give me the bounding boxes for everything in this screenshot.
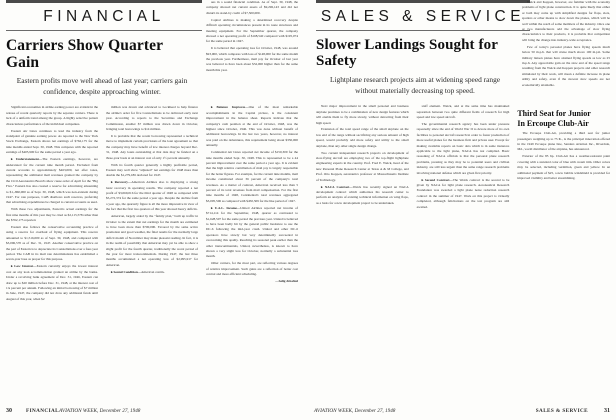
right-page [308,0,616,420]
paragraph: The governmental research agency has been under pressure repeatedly since the end of World War II to devote more of its own facilities to personal aircraft research in order to foster production of more useful planes for the business firm and private user. Except for making available reports on basic data which is in some instances applicable to the light plane, NACA has not complied. Basic reasoning of NACA officials is that the personal plane research problems, pressing as they may be to potential users and civilian industry, are still less urgent than the same range research problems involving national defense which are given first priority. [416,122,510,175]
square-bullet-icon: ▸ [11,264,15,269]
paragraph: ▸ Balance Improves—One of the most remarkable accomplishments in the Capital picture, is the consistent improvement in the balance sheet. Reports indicate that the company's cash position at the end of October, 1948, was the highest since October, 1946. This was done without benefit of additional borrowings. In the last two years, however, no interest was paid on the debentures, this requirement being about $330,000 annually. [206,105,299,148]
paragraph: Next major improvement in the small personal and business airplane promises to be a combination of new design features which will enable them to fly more slowly, without detracting from their high speed. [316,104,409,125]
right-masthead [316,0,530,31]
paragraph: Weick and Koppen, however, are familiar with the economy problems of light plane construction. It is quite likely that either or both may come up with simplified designs for flaps, slots, spoilers or other means to slow down the planes, which will be well within the reach of some members of the industry. Once one or two manufacturers add the advantage of slow flying characteristics to their products, it is probable that competition will bring the change into industry-wide acceptance. [522,0,610,42]
left-folio-number: 30 [6,408,12,414]
paragraph: ▸ NACA Contract—Weick has recently signed an NACA development contract which authorizes his research center to perform an analysis of existing technical information on wing flaps, as a basis for a new development project to be undertaken. [316,184,409,205]
paragraph: It is believed that operating loss for October, 1948, was around $93,000, which compares with loss of $148,000 for the same month the previous year. Furthermore, mail pay for October of last year was believed to have been about $52,000 higher than for the same month this year. [206,46,298,72]
paragraph: Two current independent research projects on development of slow-flying aircraft are employing two of the top-flight lightplane engineering experts in the country. Prof. Fred E. Weick, head of the new Personal Plane Research Center at Texas A & M College, and Prof. Otto Koppen, aeronautics professor at Massachusetts Institute of Technology. [316,150,409,182]
right-column-1 [316,104,409,211]
left-column-3-top [206,0,298,103]
paragraph: million was drawn and advanced to Lockheed to help finance the airline's order for five Constellations to be delivered early next year. According to reports to the Securities and Exchange Commission, another $7 million was drawn down in October, bringing total borrowings to $14 million. [106,105,198,132]
subhead-line-2: In Ercoupe Club-Air [517,118,589,128]
subhead-line-1: Third Seat for Junior [517,109,591,119]
right-footer-department: SALES & SERVICE [535,408,588,414]
paragraph: Eastern Air Lines continues to lead the industry from the standpoint of genuine earning power. As reported to the New York Stock Exchange, Eastern shows net earnings of $762,175 for the nine months ended Sept. 30, 1948. This compares with the reported earnings of $405,900 for the same period a year ago. [6,128,98,155]
square-bullet-icon: ▸ [321,184,325,189]
square-bullet-icon: ▸ [211,105,217,110]
square-bullet-icon: ▸ [11,157,16,162]
left-footer-department: FINANCIAL [26,408,59,414]
paragraph: ▸ Understatement—The Eastern earnings, however, are understated for the current nine month period. Excluded from current accounts is approximately $463,000, net after taxes, representing the additional mail revenues granted the company by the Civil Aeronautics Board's show cause order of April for the "Big Five." Eastern has also created a reserve for advertising amounting to $1,-860,000 as of Sept. 30, 1948, which was non-existent during 1947. For rate purposes, CAB disallows such reserves, preferring that advertising expenditures be charged to current accounts as used. [6,157,98,205]
masthead-rule-bottom [6,30,202,31]
run-in-lead: Low Interest— [14,264,37,269]
square-bullet-icon: ▸ [111,180,115,185]
left-column-1 [6,105,98,303]
run-in-lead: U.A.L. Income— [214,205,241,210]
left-footer-issue: AVIATION WEEK, December 27, 1948 [59,408,141,414]
left-article-headline: Carriers Show Quarter Gain [6,36,163,71]
paragraph: Capital Airlines is making a determined recovery despite difficult operating circumstances present in its route structures and meeting equipment. For the September quarter, the company showed a net operating profit of $168,540 compared with $195,074 for the same period in 1947. [206,17,298,44]
paragraph: ▸ U.A.L. Income—United Airlines reported net income of $714,114 for the September, 1948, quarter as contrasted to $1,628,507 for the same period the previous year. United is believed to have been badly hit by the general public hesitance to use the DC-6 following the mid-year crash. United and other DC-6 operators have slowly but very determinedly succeeded in overcoming this apathy. Reaching its seasonal peak earlier than the other transcontinentals, United, nevertheless, is known to have shown a very slight loss for October, normally a substantial loss month. [206,205,298,259]
right-article-headline: Slower Landings Sought for Safety [316,36,498,70]
article-byline: —Selig Altschul [275,279,298,284]
paragraph: Exterior of the 85 hp. Club-Air has a weather-resistant paint covering with a standard color of blue with cream trim. Other colors may be selected, including vermilion, green and yellow. In an additional payment of $25, a new bubble windshield is provided for improved visibility and better streamlining. [517,154,611,180]
masthead-rule-bottom [316,30,530,31]
right-page-head-block [316,0,610,102]
right-masthead-zone [316,0,526,102]
run-in-lead: Understatement— [15,157,43,162]
square-bullet-icon: ▸ [211,205,215,210]
paragraph: With its fourth quarter generally a highly profitable period, Eastern may well show "adjusted" net earnings for 1948 more than double the $1,279,186 declared for 1947. [106,162,198,178]
left-masthead [6,0,202,31]
square-bullet-icon: ▸ [421,177,425,182]
right-footer-issue: AVIATION WEEK, December 27, 1948 [314,408,396,414]
left-masthead-zone [6,0,198,103]
paragraph: With these two adjustments, Eastern's actual earnings for the first nine months of this year may be cited as $2,115,578 rather than the $762,175 reported. [6,207,98,223]
left-page-body [6,105,300,303]
square-bullet-icon: ▸ [111,269,114,274]
left-page-footer [0,408,308,414]
paragraph: ues in a sound financial condition. As of Sept. 30, 1948, the company showed net current assets of $9,296,143 and did not disturb its stand-by credit of $7,500,000. [206,0,298,15]
paragraph: ▸ Recovery—American Airlines also is displaying a strong basic recovery in operating results. The company reported a net profit of $3,069,016 for the third quarter of 1948 as compared with $5,272,374 for the same period a year ago. Despite the decline from a year ago, the quarterly figure is all the more impressive in view of the fact that the first two quarters of this year showed heavy deficits. [106,180,199,212]
paragraph: American, largely aided by the "family plan," built up traffic in October to the extent that net earnings for the month are estimated to have been more than $700,000. Favored by the same active promotion and good weather, the final results for the normally large deficit month of November may make pleasant reading. In fact, it is in the realm of possibility that American may yet be able to show a slight profit for the fourth quarter, traditionally the worst period of the year for most transcontinentals. During 1947, the last three months accumulated a net operating loss of $2,995,917 for American. [106,214,198,267]
right-department-title: SALES & SERVICE [320,8,526,25]
right-column-3-bottom [517,104,610,211]
right-page-footer [308,408,616,414]
paragraph: Continental Air Lines reported net income of $150,309 for the nine months ended Sept. 30, 1948. This is represented to be a 44 percent improvement over the same period a year ago. It is evident that the high relative contribution of mail pay is largely responsible for the better figures. For example, for the current nine months, mail income constituted about 36 percent of the company's total revenues. As a matter of contrast, American received less than 5 percent of its total revenues from mail compensation. For the first nine months of 1948, Continental's total revenues aggregated $3,005,506 as compared with $450,509 for the like period of 1947. [206,150,298,203]
paragraph: Eastern also follows the conservative accounting practice of using a reserve for overhaul of flying equipment. This reserve amounted to $1,516,000 as of Sept. 30, 1948, and compared with $3,096,570 as of Dec. 31, 1947. Another conservative practice on the part of Eastern is to depreciate its Constellations over a four-year period. The CAB in its mail rate determinations has established a seven-year base as proper for this purpose. [6,224,98,262]
run-in-lead: Sound Condition— [113,269,142,274]
paragraph: The Ercoupe Club-Air, providing a third seat for junior passengers weighing up to 75 lb., is the principal innovation offered in the 1949 Ercoupe plane line, Sanders Aviation Inc., Riverdale, Md., world distributor of the airplane, has announced. [517,131,611,152]
paragraph: ▸ Second Contract—The Weick contract is the second to be given by NACA for light plane research. Aeronautical Research Foundation was awarded a light plane noise reduction research contract in the summer of 1947. Work on this project is virtually completed, although felicitations on the test program are still awaited. [416,177,510,209]
paragraph: Significant economies in airline earning power are evident in the release of recent quarterly reports by the separate carriers. There is lack of a uniform trend among the group. A highly selective pattern characterizes performance of the individual companies. [6,105,98,126]
left-page-head-block [6,0,300,103]
run-in-lead: Second Contract— [424,177,453,182]
paragraph: Other carriers, for the most part, are reflecting various degrees of relative improvement. Such gains are a reflection of better cost control and more efficient scheduling. [206,261,298,277]
left-column-2 [106,105,198,303]
right-column-3-top [522,0,610,102]
left-article-deck: Eastern profits move well ahead of last year; carriers gain confidence, despite approaching winter. [16,76,188,97]
paragraph: Extension of the total speed range of the small airplane on the low end of the range without sacrificing any serious amount of high speed, would probably add more safety and utility to the small airplane, than any other single design change. [316,127,409,148]
paragraph: It is probable that the recent borrowing represented a technical move to implement certain provisions of the loan agreement so that the company may have benefit of low interest charges beyond Dec. 31, 1948. Any loans outstanding at that date may be funded on a three-year basis at an interest cost of only 1½ percent annually. [106,133,198,160]
run-in-lead: Recovery— [114,180,132,185]
paragraph: ▸ Sound Condition—American contin- [111,269,165,274]
paragraph: staff element. Weick, and at the same time has maintained separation between two quite different fields of research for high speed and low speed aircraft. [416,104,510,120]
right-column-2 [417,104,510,211]
left-department-title: FINANCIAL [43,8,165,25]
right-page-body [316,104,610,211]
right-folio-number: 31 [604,408,610,414]
right-article-deck: Lightplane research projects aim at widening speed range without materially decreasing top speed. [329,75,501,96]
paragraph: Few of today's personal planes have flying speeds much below 50 m.p.h. that will cruise much above 100 m.p.h. Some military liaison planes have attained flying speeds as low as 25 m.p.h. Any appreciable gain on the slow end of the speed range resulting from the Weick and Koppen projects and other research stimulated by their work, will mean a definite increase in plane utility and safety, even if the slowest slow speeds are not economically attainable. [522,44,610,87]
paragraph: ▸ Low Interest—Eastern currently enjoys the lowest interest cost on any loan accommodation granted an airline by the banks. Under a revolving bank agreement of Dec. 31, 1946, Eastern can draw up to $20 million before Dec. 31, 1948, at the interest cost of 1¼ percent per annum. Following an initial borrowing of $7 million in June, 1947, the company did not draw any additional funds until August of this year, when $2 [6,264,98,301]
left-column-3-bottom [206,105,298,303]
run-in-lead: Balance Improves— [216,105,249,110]
run-in-lead: NACA Contract— [324,184,353,189]
right-secondary-subhead [517,109,610,128]
